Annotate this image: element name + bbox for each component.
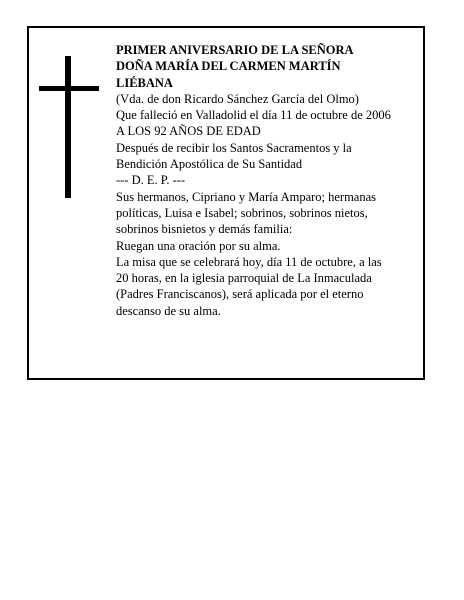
notice-line: A LOS 92 AÑOS DE EDAD <box>116 124 261 139</box>
notice-text <box>116 42 421 319</box>
notice-line: (Vda. de don Ricardo Sánchez García del Olmo) <box>116 91 359 106</box>
notice-line: (Padres Franciscanos), será aplicada por el eterno <box>116 287 364 302</box>
notice-title-line-2: DOÑA MARÍA DEL CARMEN MARTÍN <box>116 59 341 74</box>
notice-line: La misa que se celebrará hoy, día 11 de octubre, a las <box>116 254 382 269</box>
cross-icon <box>39 56 99 198</box>
notice-line: descanso de su alma. <box>116 303 221 318</box>
notice-line: sobrinos bisnietos y demás familia: <box>116 222 293 237</box>
notice-line: 20 horas, en la iglesia parroquial de La Inmaculada <box>116 271 372 286</box>
notice-line: Sus hermanos, Cipriano y María Amparo; hermanas <box>116 189 377 204</box>
cross-vertical-bar <box>65 56 71 198</box>
notice-title-line-3: LIÉBANA <box>116 75 173 90</box>
notice-line: Después de recibir los Santos Sacramentos y la <box>116 140 352 155</box>
notice-title-line-1: PRIMER ANIVERSARIO DE LA SEÑORA <box>116 43 354 57</box>
notice-line: políticas, Luisa e Isabel; sobrinos, sobrinos nietos, <box>116 205 368 220</box>
notice-line: Bendición Apostólica de Su Santidad <box>116 157 303 172</box>
notice-line: --- D. E. P. --- <box>116 173 186 188</box>
notice-line: Que falleció en Valladolid el día 11 de octubre de 2006 <box>116 108 391 123</box>
obituary-notice <box>27 26 425 380</box>
notice-line: Ruegan una oración por su alma. <box>116 238 281 253</box>
cross-horizontal-bar <box>39 86 99 91</box>
